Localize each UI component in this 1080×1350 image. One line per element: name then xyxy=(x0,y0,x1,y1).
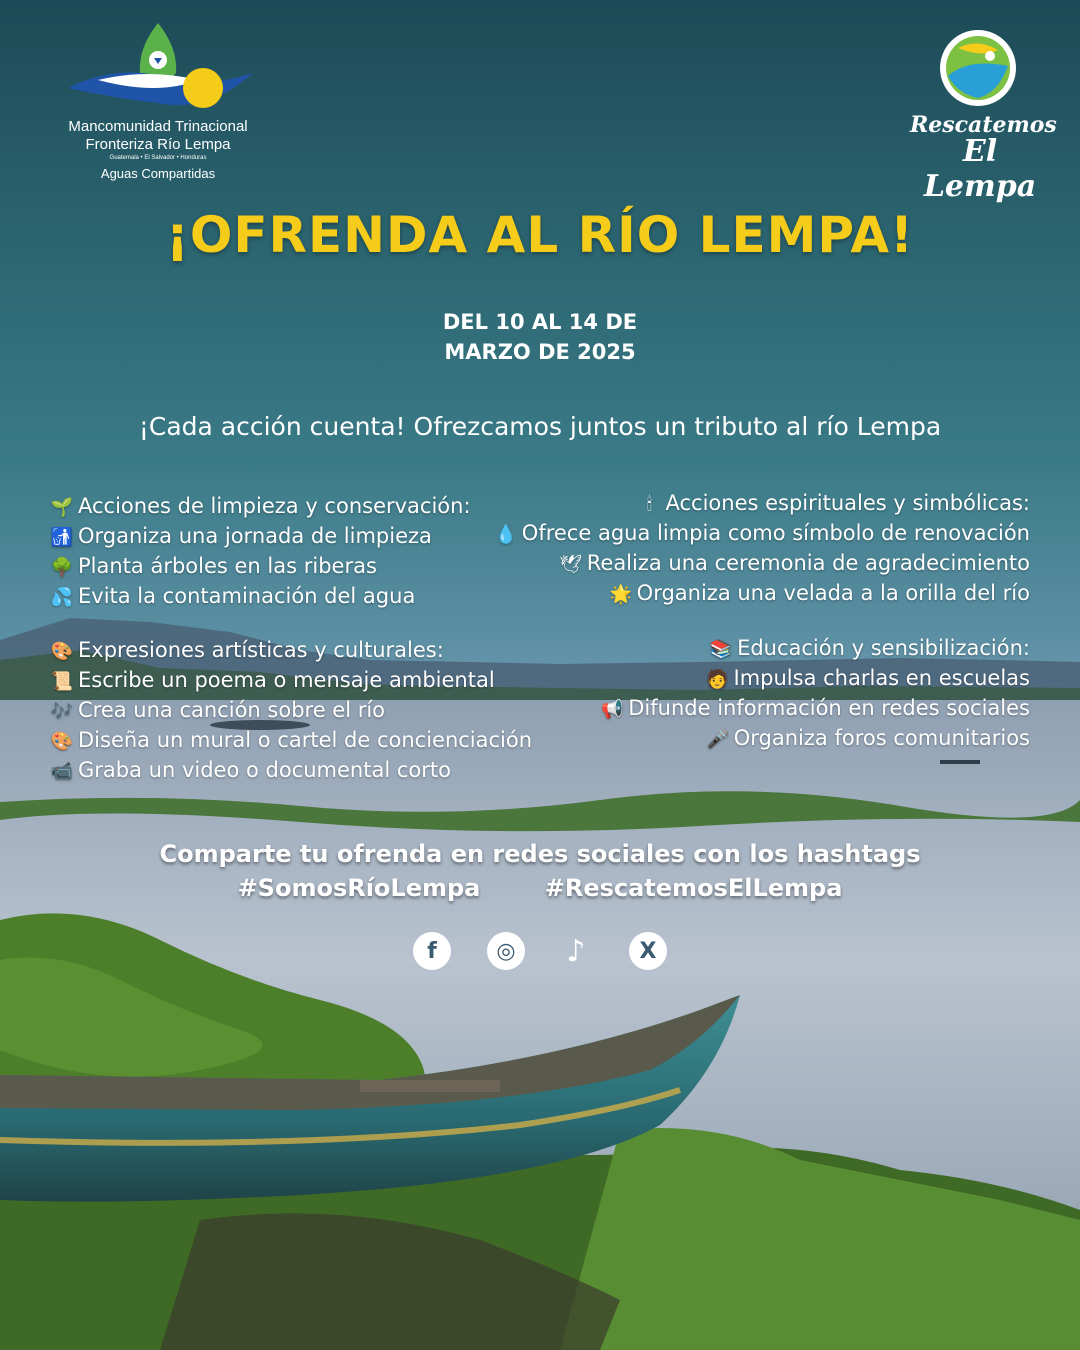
mancomunidad-logo xyxy=(58,18,258,188)
list-item: 🕊 Realiza una ceremonia de agradecimiento xyxy=(494,549,1030,579)
dates-line2: MARZO DE 2025 xyxy=(444,340,636,364)
list-item: 🌳 Planta árboles en las riberas xyxy=(50,552,471,582)
hashtag-somos-rio-lempa: #SomosRíoLempa xyxy=(237,874,481,902)
music-notes-icon: 🎶 xyxy=(50,701,74,722)
candle-icon: 🕯 xyxy=(646,494,653,515)
el-lempa-word: El Lempa xyxy=(923,134,1037,204)
list-item: 📹 Graba un video o documental corto xyxy=(50,756,532,786)
scroll-icon: 📜 xyxy=(50,671,74,692)
mancomunidad-emblem-icon xyxy=(58,18,258,118)
list-item: 📜 Escribe un poema o mensaje ambiental xyxy=(50,666,532,696)
tiktok-icon[interactable]: ♪ xyxy=(566,933,586,969)
section-heading: 📚 Educación y sensibilización: xyxy=(600,634,1030,664)
section-heading: 🌱 Acciones de limpieza y conservación: xyxy=(50,492,471,522)
section-limpieza xyxy=(50,492,471,612)
rescatemos-logo xyxy=(910,28,1057,204)
dove-icon: 🕊 xyxy=(559,554,583,575)
dates-line1: DEL 10 AL 14 DE xyxy=(442,310,638,334)
list-item: 💧 Ofrece agua limpia como símbolo de renovación xyxy=(494,519,1030,549)
share-message: Comparte tu ofrenda en redes sociales con los hashtags xyxy=(159,840,921,868)
x-icon[interactable]: X xyxy=(629,932,667,970)
org-name-line1: Mancomunidad Trinacional xyxy=(68,118,248,135)
section-educacion xyxy=(600,634,1030,754)
water-drops-icon: 💦 xyxy=(50,587,74,608)
megaphone-icon: 📢 xyxy=(601,699,624,720)
hashtags xyxy=(0,874,1080,902)
hashtag-rescatemos-el-lempa: #RescatemosElLempa xyxy=(544,874,843,902)
list-item: 🎶 Crea una canción sobre el río xyxy=(50,696,532,726)
palette-icon: 🎨 xyxy=(50,731,74,752)
section-artisticas xyxy=(50,636,532,786)
microphone-icon: 🎤 xyxy=(706,729,729,750)
rescatemos-emblem-icon xyxy=(938,28,1018,108)
seedling-icon: 🌱 xyxy=(50,497,74,518)
palette-icon: 🎨 xyxy=(50,641,74,662)
rescatemos-word: Rescatemos xyxy=(910,112,1057,138)
list-item: 🚮 Organiza una jornada de limpieza xyxy=(50,522,471,552)
tagline: ¡Cada acción cuenta! Ofrezcamos juntos un tributo al río Lempa xyxy=(138,412,942,441)
list-item: 🌟 Organiza una velada a la orilla del río xyxy=(494,579,1030,609)
person-icon: 🧑 xyxy=(706,669,729,690)
list-item: 🧑 Impulsa charlas en escuelas xyxy=(600,664,1030,694)
list-item: 📢 Difunde información en redes sociales xyxy=(600,694,1030,724)
list-item: 💦 Evita la contaminación del agua xyxy=(50,582,471,612)
video-camera-icon: 📹 xyxy=(50,761,74,782)
org-motto: Aguas Compartidas xyxy=(100,166,216,181)
books-icon: 📚 xyxy=(709,639,733,660)
org-name-line2: Fronteriza Río Lempa xyxy=(85,136,231,153)
list-item: 🎤 Organiza foros comunitarios xyxy=(600,724,1030,754)
section-heading: 🕯 Acciones espirituales y simbólicas: xyxy=(494,489,1030,519)
star-icon: 🌟 xyxy=(609,584,632,605)
section-heading: 🎨 Expresiones artísticas y culturales: xyxy=(50,636,532,666)
litter-bin-icon: 🚮 xyxy=(50,527,74,548)
event-dates xyxy=(0,307,1080,367)
facebook-icon[interactable]: f xyxy=(413,932,451,970)
droplet-icon: 💧 xyxy=(494,524,517,545)
instagram-icon[interactable]: ◎ xyxy=(487,932,525,970)
page-title: ¡OFRENDA AL RÍO LEMPA! xyxy=(166,206,914,264)
tree-icon: 🌳 xyxy=(50,557,74,578)
list-item: 🎨 Diseña un mural o cartel de concienciación xyxy=(50,726,532,756)
org-countries: Guatemala • El Salvador • Honduras xyxy=(109,155,207,161)
section-espirituales xyxy=(494,489,1030,609)
